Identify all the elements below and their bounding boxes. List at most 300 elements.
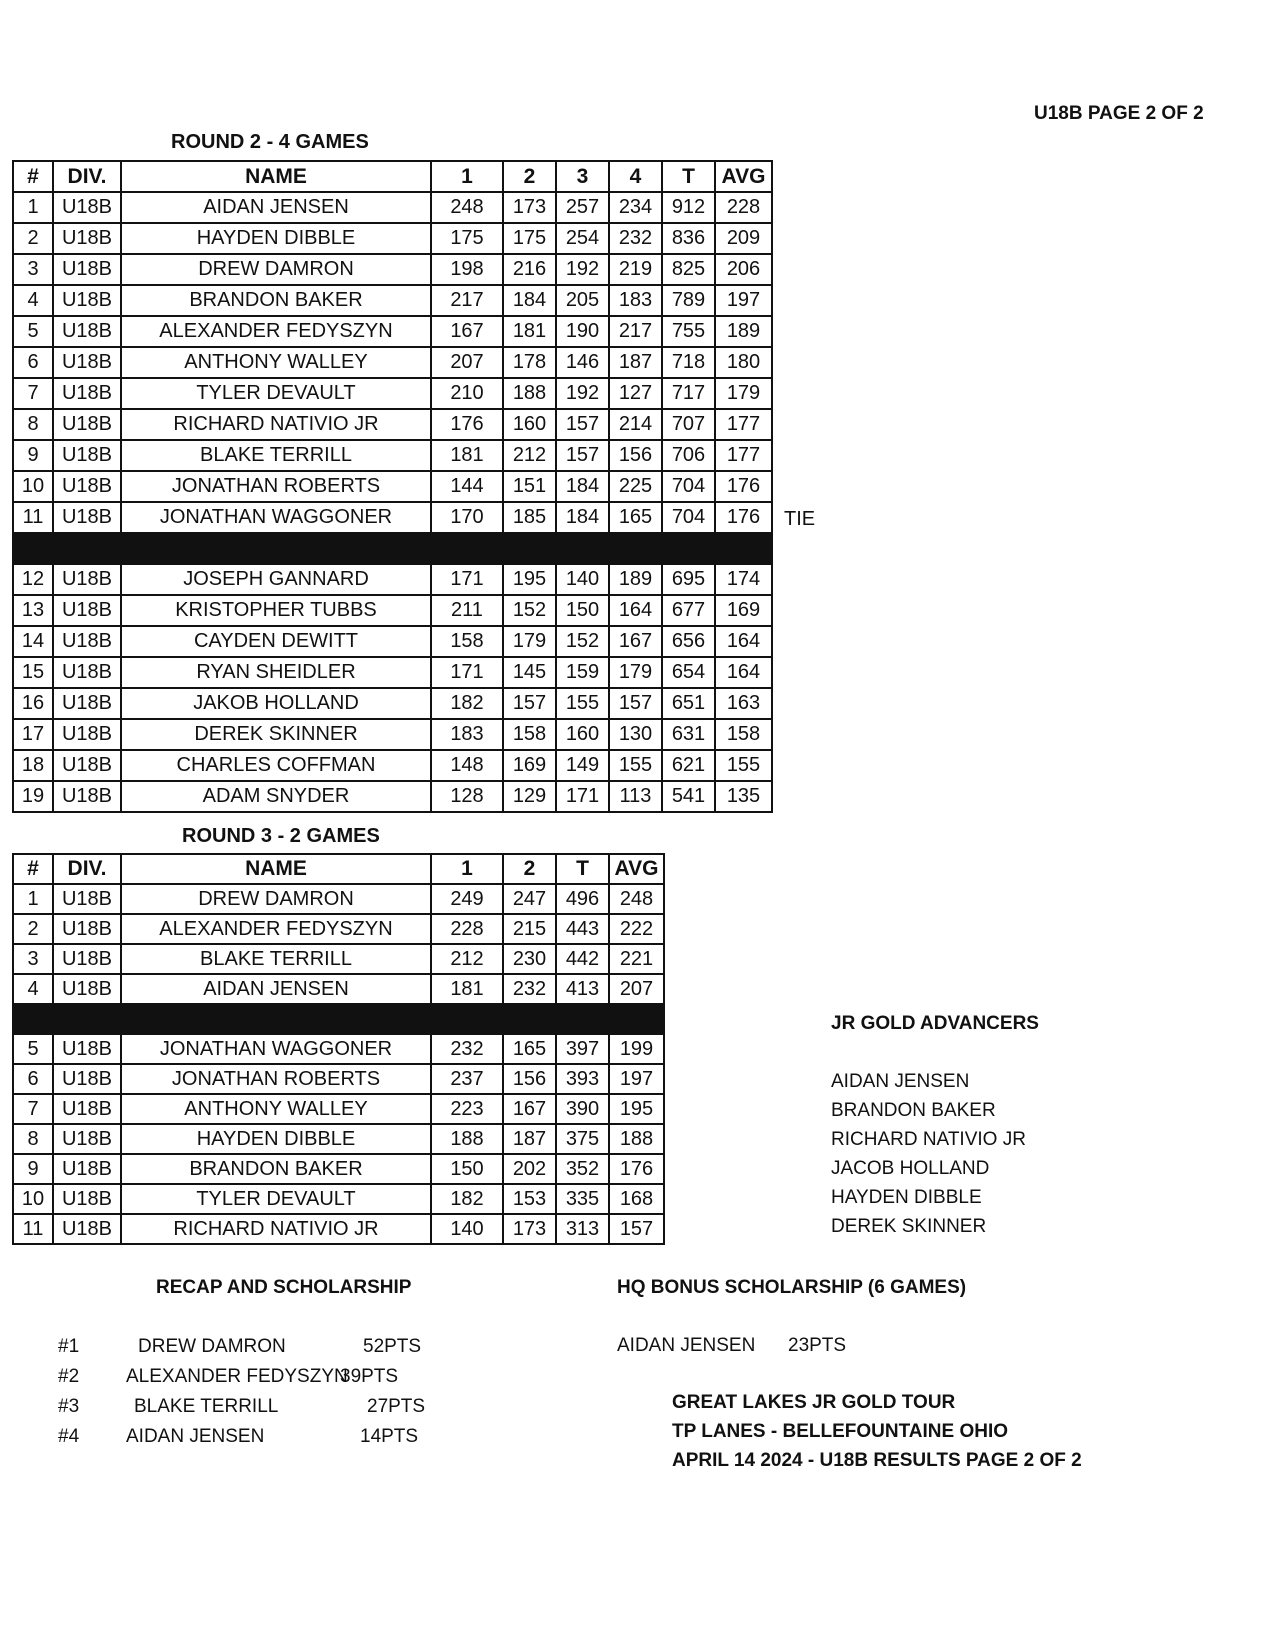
table-cell: 707 <box>662 409 715 440</box>
bowler-name-cell: ADAM SNYDER <box>121 781 431 812</box>
recap-row <box>58 1396 458 1426</box>
table-row <box>13 974 664 1004</box>
bowler-name-cell: RICHARD NATIVIO JR <box>121 1214 431 1244</box>
recap-points: 52PTS <box>363 1336 422 1357</box>
table-cell: U18B <box>53 750 121 781</box>
table-cell: 197 <box>609 1064 664 1094</box>
table-cell: U18B <box>53 1184 121 1214</box>
table-cell: 173 <box>503 1214 556 1244</box>
table-cell: 150 <box>556 595 609 626</box>
recap-points: 39PTS <box>340 1366 399 1387</box>
bowler-name-cell: ANTHONY WALLEY <box>121 1094 431 1124</box>
advancer-name: DEREK SKINNER <box>831 1216 987 1237</box>
bowler-name-cell: TYLER DEVAULT <box>121 378 431 409</box>
advancer-name: RICHARD NATIVIO JR <box>831 1129 1026 1150</box>
table-cell: 11 <box>13 1214 53 1244</box>
table-cell: 155 <box>609 750 662 781</box>
recap-name: BLAKE TERRILL <box>134 1396 279 1417</box>
table-cell: 212 <box>503 440 556 471</box>
table-row <box>13 595 772 626</box>
table-cell: 222 <box>609 914 664 944</box>
table-cell: U18B <box>53 914 121 944</box>
bowler-name-cell: HAYDEN DIBBLE <box>121 223 431 254</box>
table-row <box>13 1034 664 1064</box>
table-cell: 212 <box>431 944 503 974</box>
recap-points: 27PTS <box>367 1396 426 1417</box>
table-cell: 8 <box>13 1124 53 1154</box>
table-cell: 153 <box>503 1184 556 1214</box>
column-header: AVG <box>715 161 772 192</box>
table-cell: 313 <box>556 1214 609 1244</box>
column-header: DIV. <box>53 854 121 884</box>
bowler-name-cell: ANTHONY WALLEY <box>121 347 431 378</box>
table-cell: 179 <box>609 657 662 688</box>
table-cell: U18B <box>53 781 121 812</box>
table-row <box>13 254 772 285</box>
table-cell: 6 <box>13 347 53 378</box>
table-cell: 177 <box>715 440 772 471</box>
table-cell: U18B <box>53 657 121 688</box>
recap-list <box>58 1336 458 1456</box>
table-cell: 127 <box>609 378 662 409</box>
round3-top-four <box>13 884 664 1004</box>
table-cell: U18B <box>53 1094 121 1124</box>
table-cell: 15 <box>13 657 53 688</box>
table-row <box>13 223 772 254</box>
table-cell: 7 <box>13 378 53 409</box>
table-cell: 174 <box>715 564 772 595</box>
table-cell: 180 <box>715 347 772 378</box>
bowler-name-cell: BLAKE TERRILL <box>121 440 431 471</box>
table-cell: 335 <box>556 1184 609 1214</box>
table-cell: U18B <box>53 944 121 974</box>
round3-remaining <box>13 1034 664 1244</box>
table-cell: 4 <box>13 974 53 1004</box>
recap-place: #4 <box>58 1426 80 1447</box>
table-cell: 192 <box>556 254 609 285</box>
table-cell: 156 <box>503 1064 556 1094</box>
table-cell: 165 <box>609 502 662 533</box>
recap-name: ALEXANDER FEDYSZYN <box>126 1366 348 1387</box>
table-cell: 3 <box>13 254 53 285</box>
advancer-name: JACOB HOLLAND <box>831 1158 990 1179</box>
table-cell: 247 <box>503 884 556 914</box>
recap-name: AIDAN JENSEN <box>126 1426 265 1447</box>
table-row <box>13 688 772 719</box>
table-cell: U18B <box>53 502 121 533</box>
table-cell: 158 <box>503 719 556 750</box>
table-cell: 167 <box>503 1094 556 1124</box>
table-cell: 651 <box>662 688 715 719</box>
advancers-title: JR GOLD ADVANCERS <box>831 1013 1039 1034</box>
cut-line <box>13 533 772 564</box>
table-cell: U18B <box>53 1124 121 1154</box>
table-row <box>13 1184 664 1214</box>
table-cell: 17 <box>13 719 53 750</box>
recap-row <box>58 1336 458 1366</box>
table-cell: 157 <box>609 688 662 719</box>
table-cell: 654 <box>662 657 715 688</box>
table-cell: 188 <box>609 1124 664 1154</box>
column-header: AVG <box>609 854 664 884</box>
table-row <box>13 378 772 409</box>
table-cell: U18B <box>53 409 121 440</box>
cut-line-bar <box>13 1004 664 1034</box>
round2-table <box>12 160 773 813</box>
table-row <box>13 884 664 914</box>
bowler-name-cell: CAYDEN DEWITT <box>121 626 431 657</box>
table-cell: 232 <box>609 223 662 254</box>
table-cell: 825 <box>662 254 715 285</box>
table-cell: 140 <box>556 564 609 595</box>
table-cell: 183 <box>609 285 662 316</box>
table-cell: 170 <box>431 502 503 533</box>
table-cell: 230 <box>503 944 556 974</box>
table-cell: 257 <box>556 192 609 223</box>
bowler-name-cell: RYAN SHEIDLER <box>121 657 431 688</box>
bowler-name-cell: ALEXANDER FEDYSZYN <box>121 914 431 944</box>
column-header: 1 <box>431 161 503 192</box>
table-cell: 912 <box>662 192 715 223</box>
column-header: T <box>662 161 715 192</box>
table-row <box>13 347 772 378</box>
advancer-name: BRANDON BAKER <box>831 1100 996 1121</box>
bowler-name-cell: TYLER DEVAULT <box>121 1184 431 1214</box>
bowler-name-cell: JONATHAN WAGGONER <box>121 1034 431 1064</box>
column-header: 3 <box>556 161 609 192</box>
table-cell: 129 <box>503 781 556 812</box>
table-row <box>13 914 664 944</box>
advancer-name: AIDAN JENSEN <box>831 1071 970 1092</box>
table-cell: 146 <box>556 347 609 378</box>
table-cell: 176 <box>609 1154 664 1184</box>
table-cell: U18B <box>53 1064 121 1094</box>
table-cell: 181 <box>431 974 503 1004</box>
table-cell: 237 <box>431 1064 503 1094</box>
table-row <box>13 750 772 781</box>
table-cell: 14 <box>13 626 53 657</box>
table-cell: U18B <box>53 626 121 657</box>
table-cell: U18B <box>53 223 121 254</box>
table-cell: 2 <box>13 223 53 254</box>
table-cell: 171 <box>431 657 503 688</box>
table-cell: 185 <box>503 502 556 533</box>
table-cell: 717 <box>662 378 715 409</box>
table-cell: 145 <box>503 657 556 688</box>
table-cell: 836 <box>662 223 715 254</box>
table-cell: 6 <box>13 1064 53 1094</box>
table-row <box>13 781 772 812</box>
table-row <box>13 1064 664 1094</box>
table-cell: 217 <box>431 285 503 316</box>
table-cell: 205 <box>556 285 609 316</box>
table-cell: 621 <box>662 750 715 781</box>
table-cell: 175 <box>503 223 556 254</box>
table-cell: 789 <box>662 285 715 316</box>
table-cell: 144 <box>431 471 503 502</box>
table-row <box>13 1124 664 1154</box>
table-cell: 352 <box>556 1154 609 1184</box>
table-row <box>13 564 772 595</box>
table-cell: 216 <box>503 254 556 285</box>
tie-note: TIE <box>784 508 816 530</box>
table-cell: 219 <box>609 254 662 285</box>
table-cell: 188 <box>431 1124 503 1154</box>
table-cell: 215 <box>503 914 556 944</box>
table-cell: 163 <box>715 688 772 719</box>
table-cell: 704 <box>662 471 715 502</box>
table-cell: 151 <box>503 471 556 502</box>
table-cell: 176 <box>431 409 503 440</box>
table-cell: 171 <box>431 564 503 595</box>
column-header: DIV. <box>53 161 121 192</box>
advancer-name: HAYDEN DIBBLE <box>831 1187 982 1208</box>
bowler-name-cell: DEREK SKINNER <box>121 719 431 750</box>
table-cell: 443 <box>556 914 609 944</box>
table-cell: 390 <box>556 1094 609 1124</box>
table-cell: 152 <box>556 626 609 657</box>
table-cell: U18B <box>53 1154 121 1184</box>
table-cell: 695 <box>662 564 715 595</box>
table-row <box>13 1214 664 1244</box>
table-cell: 19 <box>13 781 53 812</box>
recap-row <box>58 1426 458 1456</box>
column-header: 2 <box>503 854 556 884</box>
table-cell: 1 <box>13 192 53 223</box>
table-cell: 113 <box>609 781 662 812</box>
table-cell: 176 <box>715 502 772 533</box>
table-cell: 130 <box>609 719 662 750</box>
table-cell: 207 <box>431 347 503 378</box>
bowler-name-cell: JAKOB HOLLAND <box>121 688 431 719</box>
table-cell: 187 <box>609 347 662 378</box>
table-cell: U18B <box>53 316 121 347</box>
table-cell: 160 <box>556 719 609 750</box>
table-cell: 182 <box>431 688 503 719</box>
bowler-name-cell: JONATHAN ROBERTS <box>121 471 431 502</box>
table-cell: 677 <box>662 595 715 626</box>
column-header: NAME <box>121 161 431 192</box>
table-row <box>13 409 772 440</box>
table-cell: 149 <box>556 750 609 781</box>
table-cell: 13 <box>13 595 53 626</box>
table-row <box>13 192 772 223</box>
footer-date-results: APRIL 14 2024 - U18B RESULTS PAGE 2 OF 2 <box>672 1450 1082 1471</box>
table-cell: 157 <box>556 409 609 440</box>
table-cell: 232 <box>431 1034 503 1064</box>
table-cell: 198 <box>431 254 503 285</box>
table-cell: 148 <box>431 750 503 781</box>
table-cell: 157 <box>556 440 609 471</box>
table-cell: 152 <box>503 595 556 626</box>
table-row <box>13 440 772 471</box>
table-cell: 164 <box>609 595 662 626</box>
recap-place: #2 <box>58 1366 80 1387</box>
table-cell: 177 <box>715 409 772 440</box>
table-row <box>13 944 664 974</box>
hq-bonus-name: AIDAN JENSEN <box>617 1335 756 1356</box>
page-label: U18B PAGE 2 OF 2 <box>1034 103 1204 124</box>
table-cell: 718 <box>662 347 715 378</box>
table-cell: 167 <box>609 626 662 657</box>
bowler-name-cell: ALEXANDER FEDYSZYN <box>121 316 431 347</box>
table-cell: 375 <box>556 1124 609 1154</box>
table-cell: 210 <box>431 378 503 409</box>
table-cell: 209 <box>715 223 772 254</box>
table-cell: 223 <box>431 1094 503 1124</box>
table-cell: 631 <box>662 719 715 750</box>
footer-tour-name: GREAT LAKES JR GOLD TOUR <box>672 1392 956 1413</box>
table-cell: 158 <box>715 719 772 750</box>
table-cell: 169 <box>715 595 772 626</box>
bowler-name-cell: JOSEPH GANNARD <box>121 564 431 595</box>
footer-location: TP LANES - BELLEFOUNTAINE OHIO <box>672 1421 1009 1442</box>
table-cell: 184 <box>503 285 556 316</box>
bowler-name-cell: JONATHAN ROBERTS <box>121 1064 431 1094</box>
table-cell: 9 <box>13 1154 53 1184</box>
column-header: NAME <box>121 854 431 884</box>
table-cell: 155 <box>556 688 609 719</box>
table-cell: 228 <box>431 914 503 944</box>
table-cell: 496 <box>556 884 609 914</box>
table-cell: 248 <box>431 192 503 223</box>
table-cell: 189 <box>715 316 772 347</box>
table-cell: 167 <box>431 316 503 347</box>
bowler-name-cell: DREW DAMRON <box>121 254 431 285</box>
table-cell: U18B <box>53 254 121 285</box>
table-cell: U18B <box>53 347 121 378</box>
table-cell: U18B <box>53 688 121 719</box>
table-cell: 249 <box>431 884 503 914</box>
table-cell: 182 <box>431 1184 503 1214</box>
table-cell: 176 <box>715 471 772 502</box>
column-header: # <box>13 854 53 884</box>
cut-line-bar <box>13 533 772 564</box>
column-header: 4 <box>609 161 662 192</box>
table-cell: 10 <box>13 471 53 502</box>
table-cell: 164 <box>715 657 772 688</box>
table-row <box>13 1154 664 1184</box>
bowler-name-cell: RICHARD NATIVIO JR <box>121 409 431 440</box>
table-cell: U18B <box>53 1214 121 1244</box>
cut-line <box>13 1004 664 1034</box>
table-cell: U18B <box>53 378 121 409</box>
table-cell: U18B <box>53 564 121 595</box>
table-cell: 156 <box>609 440 662 471</box>
table-cell: U18B <box>53 884 121 914</box>
round2-non-qualifiers <box>13 564 772 812</box>
table-cell: 234 <box>609 192 662 223</box>
bowler-name-cell: BRANDON BAKER <box>121 1154 431 1184</box>
table-cell: 254 <box>556 223 609 254</box>
recap-row <box>58 1366 458 1396</box>
table-cell: 187 <box>503 1124 556 1154</box>
table-cell: 225 <box>609 471 662 502</box>
table-cell: 184 <box>556 471 609 502</box>
bowler-name-cell: CHARLES COFFMAN <box>121 750 431 781</box>
table-cell: 3 <box>13 944 53 974</box>
table-cell: U18B <box>53 285 121 316</box>
recap-title: RECAP AND SCHOLARSHIP <box>156 1277 412 1298</box>
table-cell: 155 <box>715 750 772 781</box>
table-cell: 159 <box>556 657 609 688</box>
table-cell: 442 <box>556 944 609 974</box>
table-cell: 175 <box>431 223 503 254</box>
table-cell: 206 <box>715 254 772 285</box>
bowler-name-cell: KRISTOPHER TUBBS <box>121 595 431 626</box>
table-row <box>13 657 772 688</box>
table-cell: 5 <box>13 1034 53 1064</box>
table-cell: U18B <box>53 471 121 502</box>
column-header: T <box>556 854 609 884</box>
table-cell: 248 <box>609 884 664 914</box>
table-cell: 9 <box>13 440 53 471</box>
table-cell: 11 <box>13 502 53 533</box>
bowler-name-cell: AIDAN JENSEN <box>121 192 431 223</box>
table-cell: 188 <box>503 378 556 409</box>
table-cell: 12 <box>13 564 53 595</box>
table-cell: 169 <box>503 750 556 781</box>
table-cell: U18B <box>53 192 121 223</box>
table-cell: 181 <box>503 316 556 347</box>
table-cell: 7 <box>13 1094 53 1124</box>
table-cell: 179 <box>715 378 772 409</box>
table-cell: U18B <box>53 440 121 471</box>
table-row <box>13 502 772 533</box>
table-cell: 207 <box>609 974 664 1004</box>
round2-qualifiers <box>13 192 772 533</box>
table-cell: 195 <box>609 1094 664 1124</box>
table-cell: 164 <box>715 626 772 657</box>
bowler-name-cell: HAYDEN DIBBLE <box>121 1124 431 1154</box>
table-cell: 183 <box>431 719 503 750</box>
recap-place: #3 <box>58 1396 80 1417</box>
table-cell: 541 <box>662 781 715 812</box>
table-cell: 128 <box>431 781 503 812</box>
table-cell: 413 <box>556 974 609 1004</box>
table-cell: 173 <box>503 192 556 223</box>
table-cell: 397 <box>556 1034 609 1064</box>
table-cell: 189 <box>609 564 662 595</box>
table-cell: 217 <box>609 316 662 347</box>
table-cell: 135 <box>715 781 772 812</box>
table-cell: 160 <box>503 409 556 440</box>
table-cell: 202 <box>503 1154 556 1184</box>
recap-place: #1 <box>58 1336 80 1357</box>
hq-bonus-title: HQ BONUS SCHOLARSHIP (6 GAMES) <box>617 1277 967 1298</box>
table-row <box>13 316 772 347</box>
bowler-name-cell: BLAKE TERRILL <box>121 944 431 974</box>
table-cell: 18 <box>13 750 53 781</box>
table-cell: 150 <box>431 1154 503 1184</box>
table-cell: 165 <box>503 1034 556 1064</box>
table-cell: 211 <box>431 595 503 626</box>
table-cell: 158 <box>431 626 503 657</box>
round2-header-row <box>13 161 772 192</box>
hq-bonus-points: 23PTS <box>788 1335 847 1356</box>
table-cell: 168 <box>609 1184 664 1214</box>
table-cell: 197 <box>715 285 772 316</box>
table-cell: U18B <box>53 1034 121 1064</box>
table-cell: U18B <box>53 974 121 1004</box>
table-cell: 2 <box>13 914 53 944</box>
table-cell: 179 <box>503 626 556 657</box>
table-cell: 140 <box>431 1214 503 1244</box>
table-cell: 157 <box>609 1214 664 1244</box>
table-cell: U18B <box>53 595 121 626</box>
round3-header-row <box>13 854 664 884</box>
table-row <box>13 626 772 657</box>
